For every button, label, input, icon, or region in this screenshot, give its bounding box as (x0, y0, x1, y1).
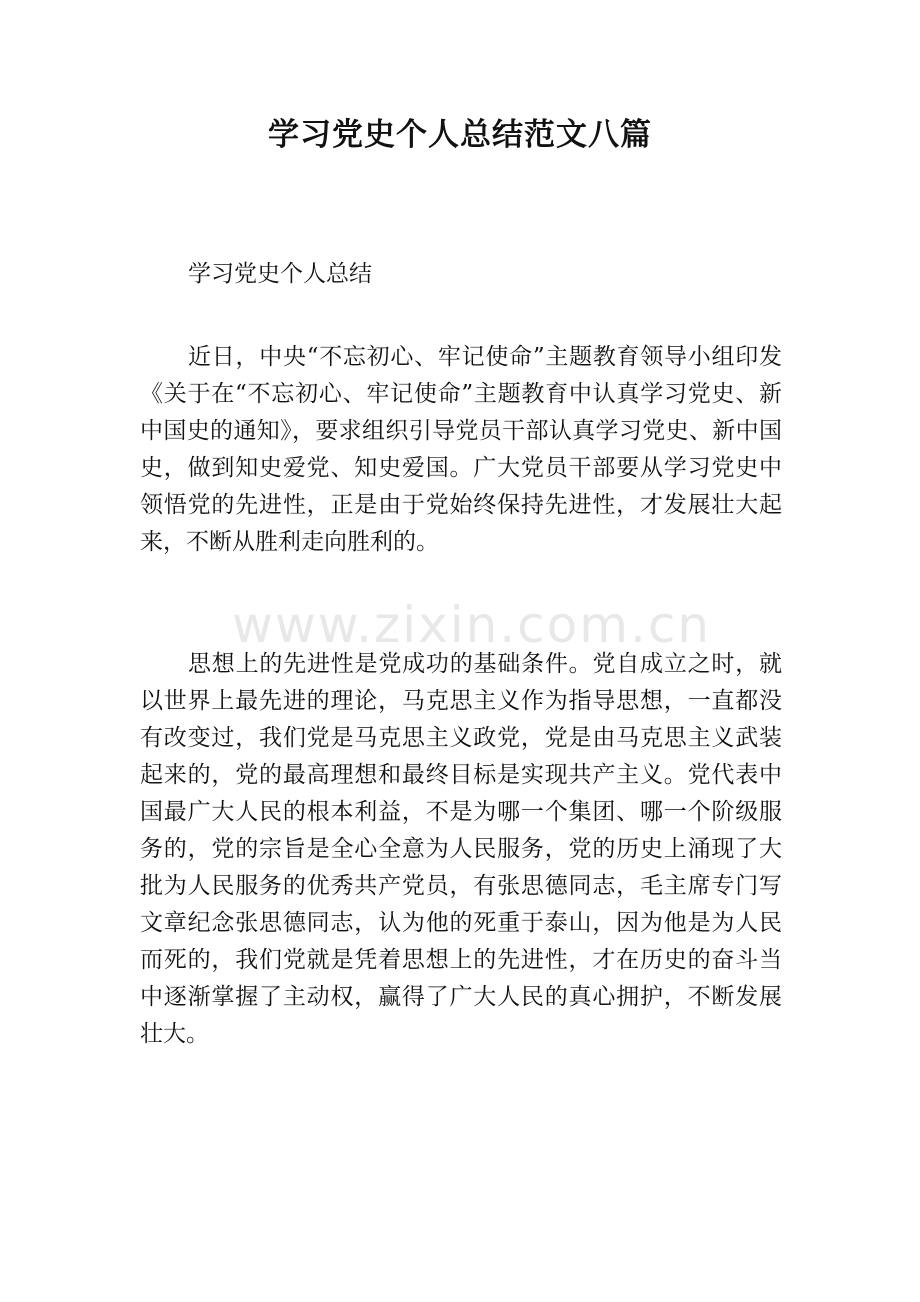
section-subtitle: 学习党史个人总结 (188, 261, 372, 287)
document-title: 学习党史个人总结范文八篇 (268, 117, 652, 153)
watermark: www.zixin.com.cn (232, 596, 712, 654)
paragraph-1: 近日，中央“不忘初心、牢记使命”主题教育领导小组印发《关于在“不忘初心、牢记使命”主题教育中认真学习党史、新中国史的通知》，要求组织引导党员干部认真学习党史、新中国史，做到知史爱党、知史爱国。广大党员干部要从学习党史中领悟党的先进性，正是由于党始终保持先进性，才发展壮大起来，不断从胜利走向胜利的。 (140, 344, 782, 555)
paragraph-2: 思想上的先进性是党成功的基础条件。党自成立之时，就以世界上最先进的理论，马克思主义作为指导思想，一直都没有改变过，我们党是马克思主义政党，党是由马克思主义武装起来的，党的最高理想和最终目标是实现共产主义。党代表中国最广大人民的根本利益，不是为哪一个集团、哪一个阶级服务的，党的宗旨是全心全意为人民服务，党的历史上涌现了大批为人民服务的优秀共产党员，有张思德同志，毛主席专门写文章纪念张思德同志，认为他的死重于泰山，因为他是为人民而死的，我们党就是凭着思想上的先进性，才在历史的奋斗当中逐渐掌握了主动权，赢得了广大人民的真心拥护，不断发展壮大。 (140, 651, 782, 1047)
